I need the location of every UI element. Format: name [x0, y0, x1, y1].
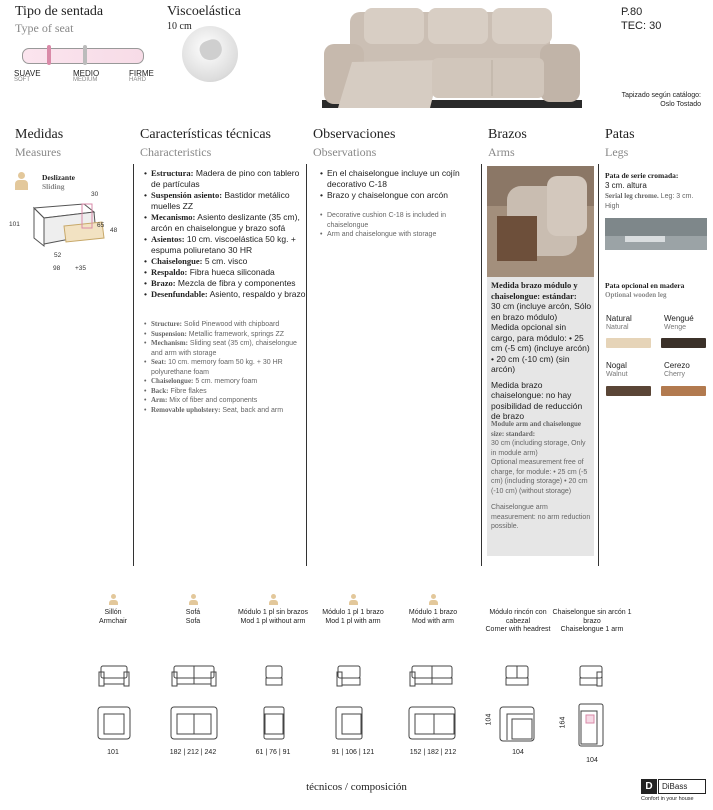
person-icon	[429, 594, 438, 605]
serial-leg-label: Pata de serie cromada:	[605, 171, 679, 180]
wood-wenge-swatch	[661, 338, 706, 348]
char-item: • Brazo: Mezcla de fibra y componentes	[151, 278, 309, 289]
firmness-tick-icon	[83, 45, 87, 65]
armchair-front-icon	[98, 664, 130, 688]
chaiselongue-front-icon	[578, 664, 604, 688]
char-item-en: • Back: Fibre flakes	[151, 387, 309, 397]
dim-plus35: +35	[75, 265, 87, 272]
wood-walnut-label-en: Walnut	[606, 371, 628, 378]
seat-soft: SUAVE	[14, 69, 41, 78]
char-item-en: • Structure: Solid Pinewood with chipboard	[151, 320, 309, 330]
legs-title-en: Legs	[605, 145, 629, 159]
person-icon	[109, 594, 118, 605]
wood-natural-label-en: Natural	[606, 324, 629, 331]
char-item: • Desenfundable: Asiento, respaldo y brazo	[151, 289, 309, 300]
wood-walnut-swatch	[606, 386, 651, 396]
chaiselongue-top-icon	[578, 703, 604, 747]
piece-module-arm: Módulo 1 brazo Mod with arm	[393, 594, 473, 626]
memory-foam-hand-icon	[182, 26, 238, 82]
module-arm-front-icon	[409, 664, 455, 688]
observation-item: • Brazo y chaiselongue con arcón	[327, 190, 483, 201]
module-one-arm-front-icon	[336, 664, 362, 688]
wood-wenge-label: Wengué	[664, 314, 694, 323]
chaiselongue-side-dims: 164	[559, 716, 567, 729]
char-item-en: • Suspension: Metallic framework, springs ZZ	[151, 330, 309, 340]
piece-armchair: Sillón Armchair	[73, 594, 153, 626]
dim-48: 48	[110, 227, 118, 234]
observation-item: • En el chaiselongue incluye un cojín decorativo C-18	[327, 168, 483, 190]
corner-side-dims: 104	[485, 713, 493, 726]
char-item-en: • Chaiselongue: 5 cm. memory foam	[151, 377, 309, 387]
char-item: • Asientos: 10 cm. viscoelástica 50 kg. + espuma poliuretano 30 HR	[151, 234, 309, 256]
corner-front-icon	[504, 664, 530, 688]
arm-photo	[487, 166, 594, 277]
seat-soft-en: SOFT	[14, 77, 30, 83]
module-one-arm-top-icon	[335, 706, 363, 740]
arms-title-en: Arms	[488, 145, 515, 159]
arms-title: Brazos	[488, 127, 527, 142]
footer-text: técnicos / composición	[306, 781, 407, 793]
arms-text-en: Module arm and chaiselongue size: standard: 30 cm (including storage, Only in module arm) Optional measurement free of charge, for module: • 25 cm (-5 cm) (including storage) • 20 cm (-10 cm) (without storage) Chaiselongue arm measurement: no arm reduction possible.	[491, 420, 591, 530]
wood-cherry-swatch	[661, 386, 706, 396]
char-item-en: • Removable upholstery: Seat, back and arm	[151, 406, 309, 416]
seat-type-title: Tipo de sentada	[15, 4, 104, 19]
product-model: P.80	[621, 6, 643, 18]
char-item: • Mecanismo: Asiento deslizante (35 cm), arcón en chaiselongue y brazo sofá	[151, 212, 309, 234]
corner-dims: 104	[512, 749, 524, 756]
column-divider	[598, 164, 599, 566]
brand-logo	[641, 779, 709, 805]
seat-type-title-en: Type of seat	[15, 21, 74, 35]
wood-cherry-label: Cerezo	[664, 361, 690, 370]
measures-diagram	[24, 196, 110, 262]
observation-item-en: • Arm and chaiselongue with storage	[327, 230, 483, 240]
dim-101: 101	[9, 221, 20, 228]
measures-title-en: Measures	[15, 145, 61, 159]
piece-module-one-arm: Módulo 1 pl 1 brazo Mod 1 pl with arm	[313, 594, 393, 626]
sofa-photo	[312, 4, 594, 116]
char-item-en: • Arm: Mix of fiber and components	[151, 396, 309, 406]
observations-title: Observaciones	[313, 127, 396, 142]
armchair-top-icon	[97, 706, 131, 740]
wood-wenge-label-en: Wenge	[664, 324, 687, 331]
serial-leg-height: 3 cm. altura	[605, 181, 647, 190]
seat-hard-en: HARD	[129, 77, 147, 83]
module-one-arm-dims: 91 | 106 | 121	[331, 749, 375, 756]
char-item-en: • Mechanism: Sliding seat (35 cm), chaiselongue and arm with storage	[151, 339, 309, 358]
wood-cherry-label-en: Cherry	[664, 371, 686, 378]
measures-title: Medidas	[15, 127, 64, 142]
characteristics-list	[143, 168, 309, 300]
optional-leg-label: Pata opcional en madera	[605, 281, 685, 290]
module-arm-top-icon	[408, 706, 456, 740]
characteristics-title: Características técnicas	[140, 127, 271, 142]
seat-medium: MEDIO	[73, 69, 100, 78]
upholstery-note: Tapizado según catálogo:	[621, 92, 701, 99]
piece-chaiselongue: Chaiselongue sin arcón 1 brazo Chaiselongue 1 arm	[552, 609, 632, 633]
char-item: • Respaldo: Fibra hueca siliconada	[151, 267, 309, 278]
dim-65: 65	[97, 222, 105, 229]
product-tec: TEC: 30	[621, 20, 662, 32]
person-icon	[269, 594, 278, 605]
module-no-arm-top-icon	[263, 706, 285, 740]
dim-98: 98	[53, 265, 61, 272]
char-item: • Chaiselongue: 5 cm. visco	[151, 256, 309, 267]
sliding-label: Deslizante	[42, 173, 75, 182]
char-item: • Suspensión asiento: Bastidor metálico muelles ZZ	[151, 190, 309, 212]
serial-leg-en: Serial leg chrome. Leg: 3 cm. High	[605, 192, 694, 210]
person-icon	[14, 172, 28, 190]
upholstery-value: Oslo Tostado	[660, 101, 701, 108]
arms-text-es: Medida brazo módulo y chaiselongue: estándar: 30 cm (incluye arcón, Sólo en brazo módulo) Medida opcional sin cargo, para módulo: • 25 cm (-5 cm) (incluye arcón) • 20 cm (-10 cm) (sin arcón) Medida brazo chaiselongue: no hay posibilidad de reducción de brazo	[491, 280, 592, 421]
piece-corner: Módulo rincón con cabezal Corner with headrest	[485, 609, 551, 633]
optional-leg-label-en: Optional wooden leg	[605, 291, 667, 299]
piece-sofa: Sofá Sofa	[153, 594, 233, 626]
chaiselongue-dims: 104	[586, 757, 598, 764]
observations-list	[319, 168, 483, 201]
characteristics-title-en: Characteristics	[140, 145, 212, 159]
module-arm-dims: 152 | 182 | 212	[409, 749, 457, 756]
seat-firmness-scale	[22, 48, 144, 64]
wood-natural-label: Natural	[606, 314, 632, 323]
brand-logo-icon: D	[641, 779, 657, 794]
observations-title-en: Observations	[313, 145, 377, 159]
seat-hard: FIRME	[129, 69, 154, 78]
dim-30: 30	[91, 191, 99, 198]
armchair-dims: 101	[107, 749, 119, 756]
chrome-leg-photo	[605, 218, 707, 250]
brand-tagline: Confort in your house	[641, 796, 694, 802]
person-icon	[189, 594, 198, 605]
sofa-top-icon	[170, 706, 218, 740]
char-item: • Estructura: Madera de pino con tablero de partículas	[151, 168, 309, 190]
characteristics-list-en	[143, 320, 309, 415]
sofa-dims: 182 | 212 | 242	[169, 749, 217, 756]
observation-item-en: • Decorative cushion C-18 is included in chaiselongue	[327, 211, 483, 230]
module-no-arm-front-icon	[264, 664, 284, 688]
sliding-label-en: Sliding	[42, 182, 65, 191]
piece-module-no-arm: Módulo 1 pl sin brazos Mod 1 pl without arm	[233, 594, 313, 626]
foam-title: Viscoelástica	[167, 4, 241, 19]
dim-52: 52	[54, 252, 62, 259]
observations-list-en	[319, 211, 483, 240]
firmness-marker-icon	[47, 45, 51, 65]
corner-top-icon	[499, 706, 535, 742]
wood-natural-swatch	[606, 338, 651, 348]
column-divider	[133, 164, 134, 566]
brand-name: DiBass	[658, 779, 706, 794]
seat-medium-en: MEDIUM	[73, 77, 98, 83]
module-no-arm-dims: 61 | 76 | 91	[255, 749, 291, 756]
foam-size: 10 cm	[167, 21, 192, 32]
wood-walnut-label: Nogal	[606, 361, 627, 370]
char-item-en: • Seat: 10 cm. memory foam 50 kg. + 30 HR polyurethane foam	[151, 358, 309, 377]
person-icon	[349, 594, 358, 605]
sofa-front-icon	[171, 664, 217, 688]
legs-title: Patas	[605, 127, 635, 142]
